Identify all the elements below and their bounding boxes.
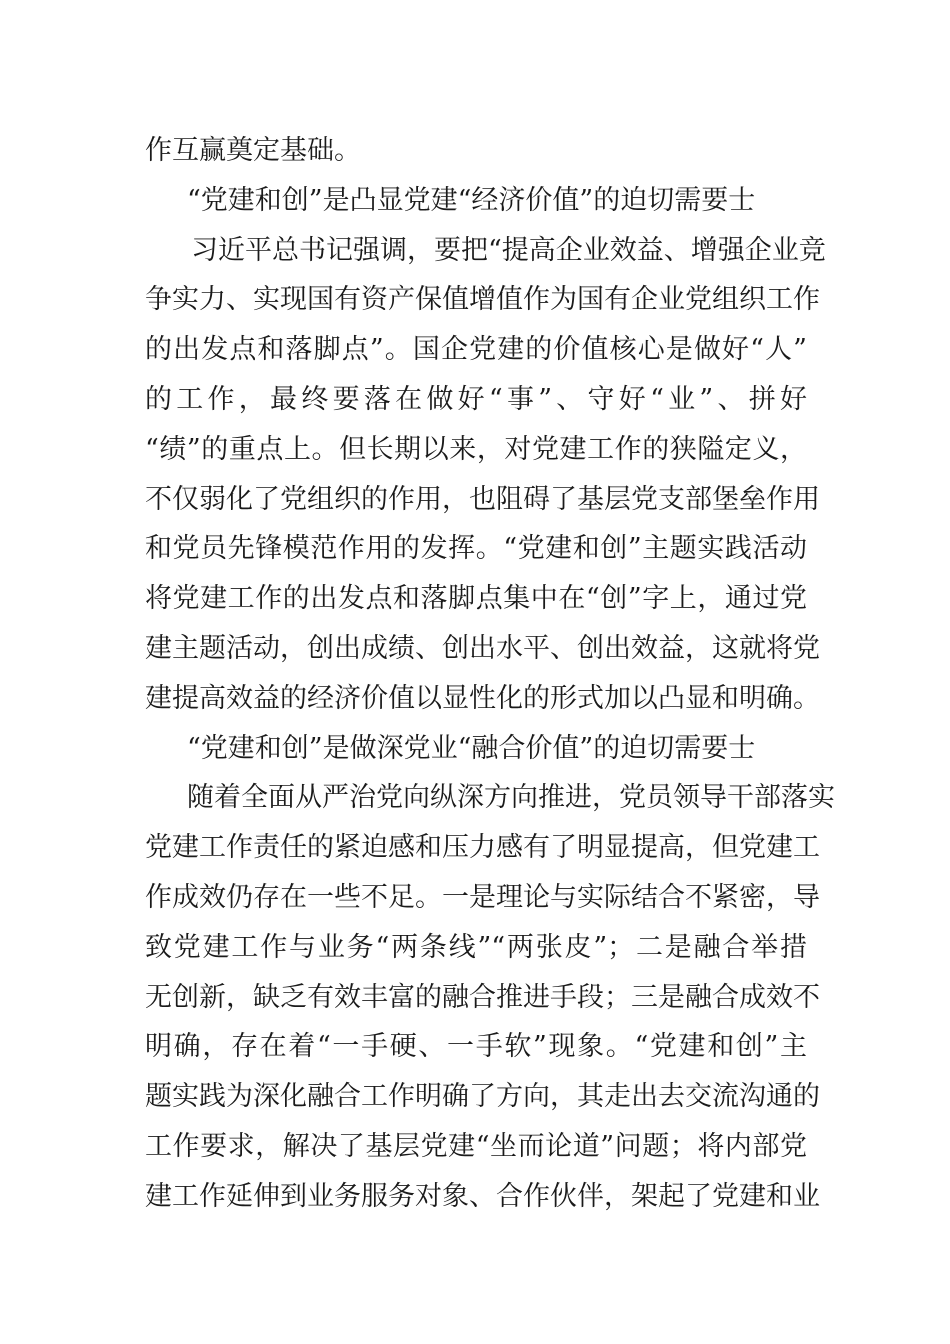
paragraph-line: 无创新，缺乏有效丰富的融合推进手段；三是融合成效不 bbox=[145, 981, 820, 1013]
paragraph-line: 建主题活动，创出成绩、创出水平、创出效益，这就将党 bbox=[145, 632, 820, 664]
section-heading: “党建和创”是凸显党建“经济价值”的迫切需要士 bbox=[187, 184, 756, 216]
paragraph-line: 作互赢奠定基础。 bbox=[145, 135, 361, 166]
document-body bbox=[145, 126, 835, 1222]
paragraph-line: 的工作，最终要落在做好“事”、守好“业”、拼好 bbox=[145, 383, 807, 415]
paragraph-line: 题实践为深化融合工作明确了方向，其走出去交流沟通的 bbox=[145, 1081, 820, 1113]
paragraph-line: 的出发点和落脚点”。国企党建的价值核心是做好“人” bbox=[145, 334, 807, 366]
paragraph-line: 建工作延伸到业务服务对象、合作伙伴，架起了党建和业 bbox=[145, 1180, 820, 1212]
paragraph-line: “绩”的重点上。但长期以来，对党建工作的狭隘定义， bbox=[145, 433, 807, 465]
section-heading: “党建和创”是做深党业“融合价值”的迫切需要士 bbox=[187, 732, 756, 764]
paragraph-line: 随着全面从严治党向纵深方向推进，党员领导干部落实 bbox=[187, 782, 835, 814]
paragraph-line: 争实力、实现国有资产保值增值作为国有企业党组织工作 bbox=[145, 284, 820, 316]
paragraph-line: 建提高效益的经济价值以显性化的形式加以凸显和明确。 bbox=[145, 682, 820, 714]
paragraph-line: 党建工作责任的紧迫感和压力感有了明显提高，但党建工 bbox=[145, 832, 820, 864]
paragraph-line: 习近平总书记强调，要把“提高企业效益、增强企业竞 bbox=[191, 234, 826, 266]
paragraph-line: 和党员先锋模范作用的发挥。“党建和创”主题实践活动 bbox=[145, 533, 807, 565]
paragraph-line: 作成效仍存在一些不足。一是理论与实际结合不紧密，导 bbox=[145, 881, 820, 913]
paragraph-line: 不仅弱化了党组织的作用，也阻碍了基层党支部堡垒作用 bbox=[145, 483, 820, 515]
paragraph-line: 致党建工作与业务“两条线”“两张皮”；二是融合举措 bbox=[145, 931, 807, 963]
paragraph-line: 工作要求，解决了基层党建“坐而论道”问题；将内部党 bbox=[145, 1130, 807, 1162]
paragraph-line: 将党建工作的出发点和落脚点集中在“创”字上，通过党 bbox=[145, 583, 807, 615]
paragraph-line: 明确，存在着“一手硬、一手软”现象。“党建和创”主 bbox=[145, 1031, 807, 1063]
